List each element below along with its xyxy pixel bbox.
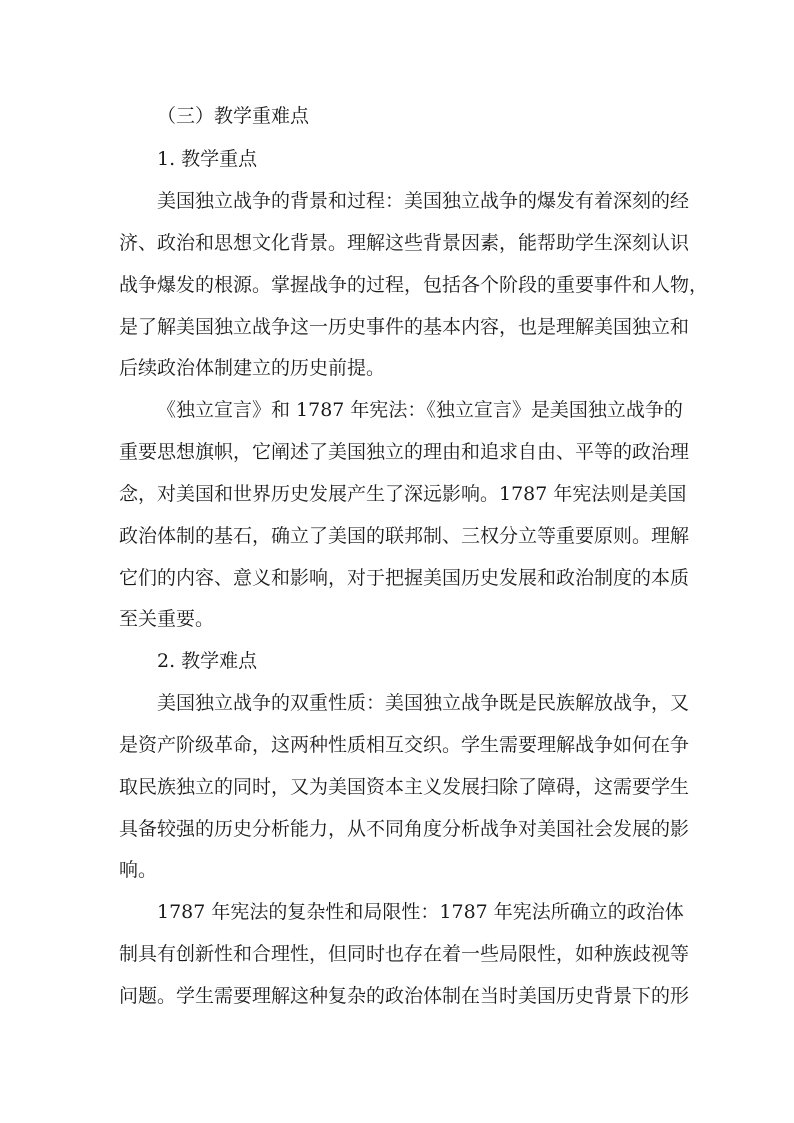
paragraph-line: 战争爆发的根源。掌握战争的过程，包括各个阶段的重要事件和人物， (119, 274, 709, 296)
paragraph-line: 至关重要。 (119, 608, 215, 630)
paragraph-line: 济、政治和思想文化背景。理解这些背景因素，能帮助学生深刻认识 (119, 232, 690, 254)
paragraph-line: 美国独立战争的双重性质：美国独立战争既是民族解放战争，又 (157, 692, 690, 714)
paragraph-line: 美国独立战争的背景和过程：美国独立战争的爆发有着深刻的经 (157, 190, 690, 212)
paragraph-line: 响。 (119, 859, 158, 881)
section-title: （三）教学重难点 (157, 105, 310, 127)
paragraph-line: 具备较强的历史分析能力，从不同角度分析战争对美国社会发展的影 (119, 818, 690, 840)
paragraph-line: 念，对美国和世界历史发展产生了深远影响。1787 年宪法则是美国 (119, 483, 687, 505)
subsection-heading-key-points: 1. 教学重点 (157, 148, 258, 170)
paragraph-line: 1787 年宪法的复杂性和局限性：1787 年宪法所确立的政治体 (157, 901, 684, 923)
paragraph-line: 是了解美国独立战争这一历史事件的基本内容，也是理解美国独立和 (119, 316, 690, 338)
paragraph-line: 是资产阶级革命，这两种性质相互交织。学生需要理解战争如何在争 (119, 734, 690, 756)
paragraph-line: 政治体制的基石，确立了美国的联邦制、三权分立等重要原则。理解 (119, 525, 690, 547)
paragraph-line: 后续政治体制建立的历史前提。 (119, 357, 386, 379)
paragraph-line: 取民族独立的同时，又为美国资本主义发展扫除了障碍，这需要学生 (119, 776, 690, 798)
paragraph-line: 重要思想旗帜，它阐述了美国独立的理由和追求自由、平等的政治理 (119, 441, 690, 463)
paragraph-line: 制具有创新性和合理性，但同时也存在着一些局限性，如种族歧视等 (119, 943, 690, 965)
subsection-heading-difficulties: 2. 教学难点 (157, 650, 258, 672)
paragraph-line: 《独立宣言》和 1787 年宪法：《独立宣言》是美国独立战争的 (157, 399, 683, 421)
paragraph-line: 问题。学生需要理解这种复杂的政治体制在当时美国历史背景下的形 (119, 985, 690, 1007)
paragraph-line: 它们的内容、意义和影响，对于把握美国历史发展和政治制度的本质 (119, 567, 690, 589)
